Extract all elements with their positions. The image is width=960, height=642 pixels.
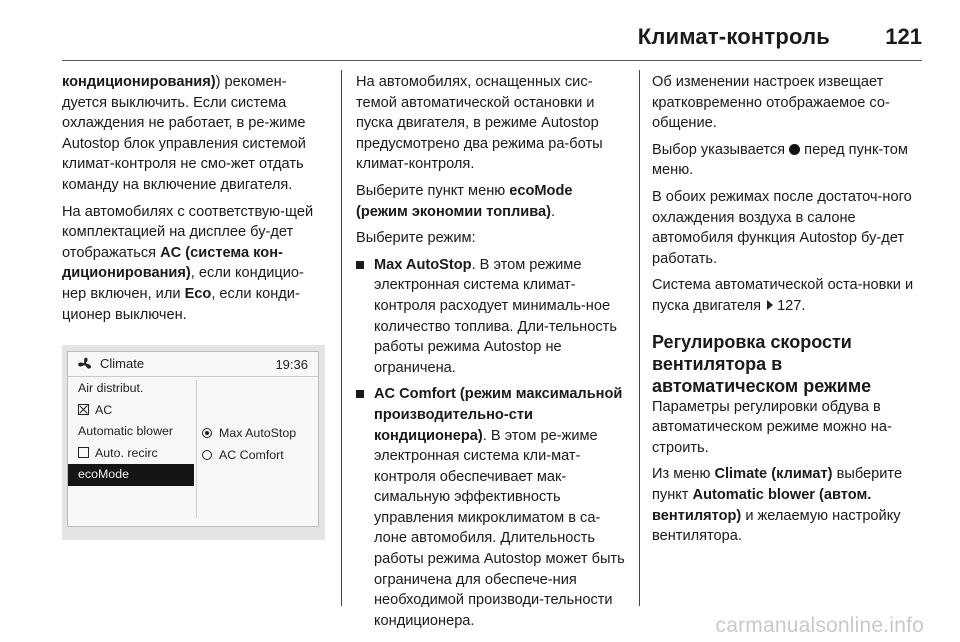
- page-header: [62, 10, 922, 61]
- unchecked-box-icon: [78, 447, 89, 458]
- fan-icon: [76, 356, 94, 372]
- col3-p2-a: Выбор указывается: [652, 141, 790, 158]
- col1-p1-bold: кондиционирования): [62, 74, 216, 90]
- col1-p2-bold-b: Eco: [184, 285, 212, 302]
- col3-p4-a: Система автоматической оста-новки и пуска двигателя: [652, 277, 914, 314]
- col3-p2-b: перед пунк-том меню.: [652, 141, 908, 179]
- col2-p2-end: .: [550, 203, 556, 220]
- option-max-autostop[interactable]: [202, 422, 296, 444]
- radio-selected-icon: [202, 428, 212, 438]
- section-heading: Регулировка скорости вентилятора в автоматическом режиме: [652, 331, 872, 396]
- menu-item-label: AC: [95, 402, 113, 417]
- col2-paragraph-1: На автомобилях, оснащенных сис-темой автоматической остановки и пуска двигателя, в режиме Autostop предусмотрено два режима ра-боты климат-контроля.: [356, 74, 603, 173]
- col1-p2-text-a: На автомобилях с соответствую-щей комплектацией на дисплее бу-дет отображаться: [62, 203, 314, 261]
- watermark: carmanualsonline.info: [715, 614, 924, 637]
- menu-item-label: Air distribut.: [78, 381, 144, 395]
- bullet-1-text: . В этом режиме электронная система климат-контроля расходует минималь-ное количество топлива. Дли-тельность работы режима Autostop не ограничена.: [374, 256, 617, 376]
- col3-p6-bold-b: Automatic blower (автом. вентилятор): [652, 486, 872, 524]
- page-number: 121: [885, 24, 922, 49]
- option-label: AC Comfort: [219, 448, 284, 462]
- bullet-square-icon: [356, 261, 364, 269]
- menu-item-air-distribution[interactable]: [68, 378, 194, 400]
- mode-options: [202, 422, 296, 466]
- climate-screen-illustration: [62, 345, 325, 540]
- col3-paragraph-3: В обоих режимах после достаточ-ного охлаждения воздуха в салоне автомобиля функция Autostop бу-дет работать.: [652, 188, 912, 267]
- menu-item-label: ecoMode: [78, 467, 129, 481]
- col2-p2-bold: ecoMode (режим экономии топлива): [356, 182, 573, 220]
- col3-paragraph-1: Об изменении настроек извещает кратковременно отображаемое со-общение.: [652, 74, 890, 132]
- bullet-max-autostop: [356, 255, 628, 379]
- col3-paragraph-2: [652, 140, 926, 181]
- screen-header: [68, 352, 318, 377]
- bullet-2-bold: AC Comfort (режим максимальной производительно-сти кондиционера): [374, 386, 623, 444]
- col1-paragraph-1: [62, 72, 324, 196]
- bullet-square-icon: [356, 390, 364, 398]
- col1-p1-text: ) рекомен-дуется выключить. Если система охлаждения не работает, в ре-жиме Autostop блок управления системой климат-контроля не смо-жет отдать команду на включение двигателя.: [62, 74, 306, 193]
- menu-item-auto-recirc[interactable]: [68, 443, 194, 465]
- column-2: [356, 72, 628, 637]
- col2-paragraph-2: [356, 181, 628, 222]
- col1-p2-text-b: , если кондицио-нер включен, или: [62, 265, 304, 302]
- screen-title: Climate: [100, 356, 145, 371]
- col3-paragraph-5: Параметры регулировки обдува в автоматическом режиме можно на-строить.: [652, 398, 892, 456]
- bullet-2-text: . В этом ре-жиме электронная система кли-мат-контроля обеспечивает мак-симальную эффективность управления микроклиматом в са-лоне автомобиля. Длительность работы режима Autostop может быть ограничена для обеспече-ния необходимой производи-тельности кондиционера.: [374, 427, 625, 629]
- page-title: Климат-контроль: [637, 24, 830, 49]
- col3-paragraph-4: [652, 275, 926, 316]
- screen-clock: 19:36: [275, 357, 308, 372]
- column-3: [652, 72, 926, 553]
- radio-unselected-icon: [202, 450, 212, 460]
- filled-circle-icon: [789, 144, 800, 155]
- page-reference-arrow-icon: [767, 300, 773, 310]
- option-ac-comfort[interactable]: [202, 444, 296, 466]
- menu-item-ecomode[interactable]: [68, 464, 194, 486]
- bullet-ac-comfort: [356, 384, 628, 631]
- menu-item-automatic-blower[interactable]: [68, 421, 194, 443]
- climate-menu: [68, 378, 194, 486]
- column-1: [62, 72, 324, 331]
- col1-p2-text-c: , если конди-ционер выключен.: [62, 285, 300, 323]
- col1-p2-bold-a: AC (система кон-диционирования): [62, 244, 283, 282]
- col1-paragraph-2: [62, 202, 324, 326]
- page-reference-link[interactable]: 127.: [777, 297, 806, 314]
- col3-p6-b: выберите пункт: [652, 466, 903, 503]
- col2-p2-text: Выберите пункт меню: [356, 182, 510, 199]
- col3-paragraph-6: [652, 464, 926, 546]
- column-divider-1: [341, 70, 342, 606]
- menu-item-ac[interactable]: [68, 400, 194, 422]
- menu-item-label: Automatic blower: [78, 424, 174, 438]
- screen-divider: [196, 380, 197, 518]
- column-divider-2: [639, 70, 640, 606]
- option-label: Max AutoStop: [219, 426, 297, 440]
- col2-paragraph-3: Выберите режим:: [356, 230, 476, 247]
- checked-box-icon: [78, 404, 89, 415]
- col3-p6-a: Из меню: [652, 466, 715, 483]
- bullet-1-bold: Max AutoStop: [374, 256, 472, 273]
- climate-display: [67, 351, 319, 527]
- menu-item-label: Auto. recirc: [95, 445, 158, 460]
- col3-p6-c: и желаемую настройку вентилятора.: [652, 507, 901, 545]
- col3-p6-bold-a: Climate (климат): [714, 466, 833, 483]
